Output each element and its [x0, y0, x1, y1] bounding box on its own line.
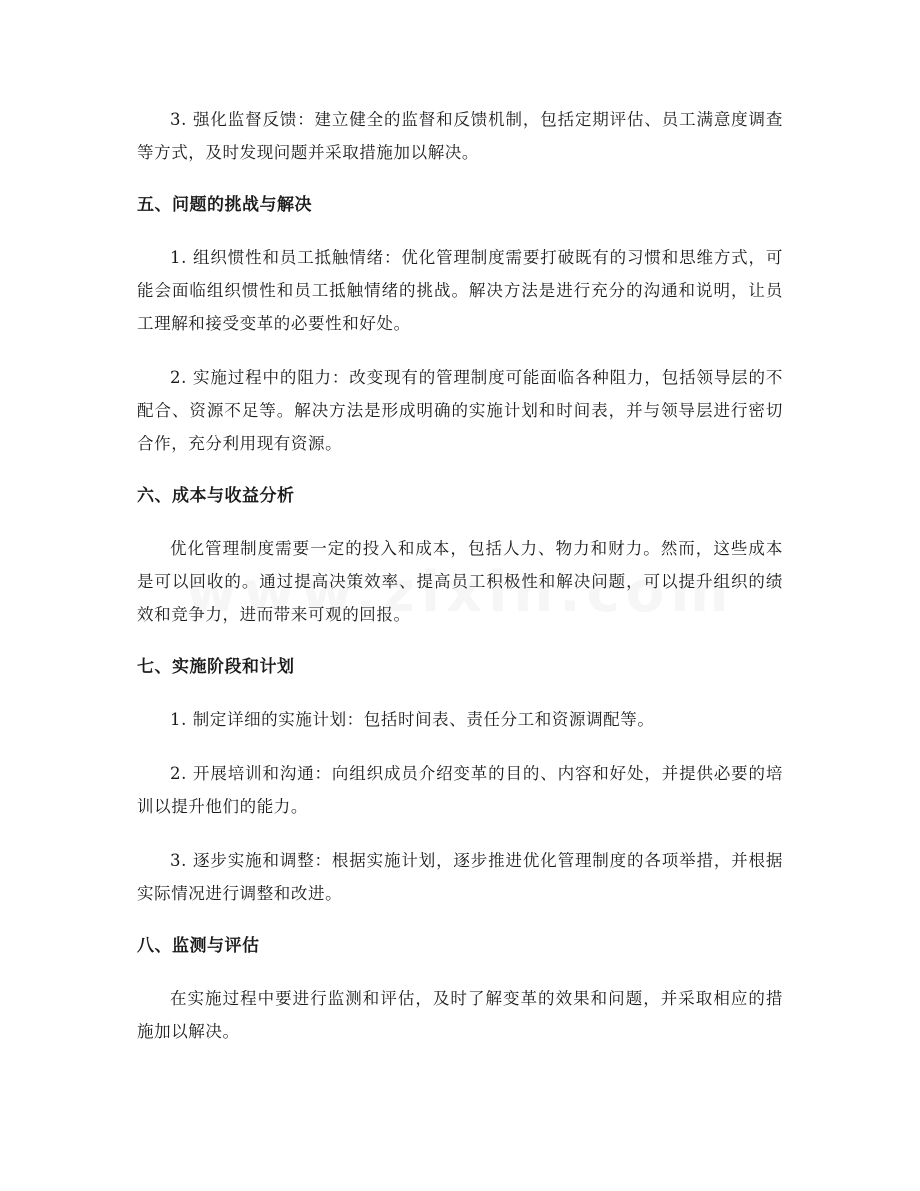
- paragraph: 1. 制定详细的实施计划：包括时间表、责任分工和资源调配等。: [170, 710, 655, 729]
- paragraph: 3. 逐步实施和调整：根据实施计划，逐步推进优化管理制度的各项举措，并根据实际情况进行调整和改进。: [137, 851, 783, 903]
- section-heading: 八、监测与评估: [137, 936, 260, 956]
- document-body: [137, 103, 783, 1069]
- paragraph: 3. 强化监督反馈：建立健全的监督和反馈机制，包括定期评估、员工满意度调查等方式，及时发现问题并采取措施加以解决。: [137, 110, 783, 162]
- section-heading: 七、实施阶段和计划: [137, 657, 295, 677]
- paragraph: 优化管理制度需要一定的投入和成本，包括人力、物力和财力。然而，这些成本是可以回收的。通过提高决策效率、提高员工积极性和解决问题，可以提升组织的绩效和竞争力，进而带来可观的回报。: [137, 539, 783, 624]
- paragraph: 2. 开展培训和沟通：向组织成员介绍变革的目的、内容和好处，并提供必要的培训以提升他们的能力。: [137, 764, 783, 816]
- section-heading: 六、成本与收益分析: [137, 486, 295, 506]
- paragraph: 在实施过程中要进行监测和评估，及时了解变革的效果和问题，并采取相应的措施加以解决。: [137, 989, 783, 1041]
- section-heading: 五、问题的挑战与解决: [137, 195, 312, 215]
- paragraph: 2. 实施过程中的阻力：改变现有的管理制度可能面临各种阻力，包括领导层的不配合、资源不足等。解决方法是形成明确的实施计划和时间表，并与领导层进行密切合作，充分利用现有资源。: [137, 368, 783, 453]
- paragraph: 1. 组织惯性和员工抵触情绪：优化管理制度需要打破既有的习惯和思维方式，可能会面临组织惯性和员工抵触情绪的挑战。解决方法是进行充分的沟通和说明，让员工理解和接受变革的必要性和好处。: [137, 248, 783, 333]
